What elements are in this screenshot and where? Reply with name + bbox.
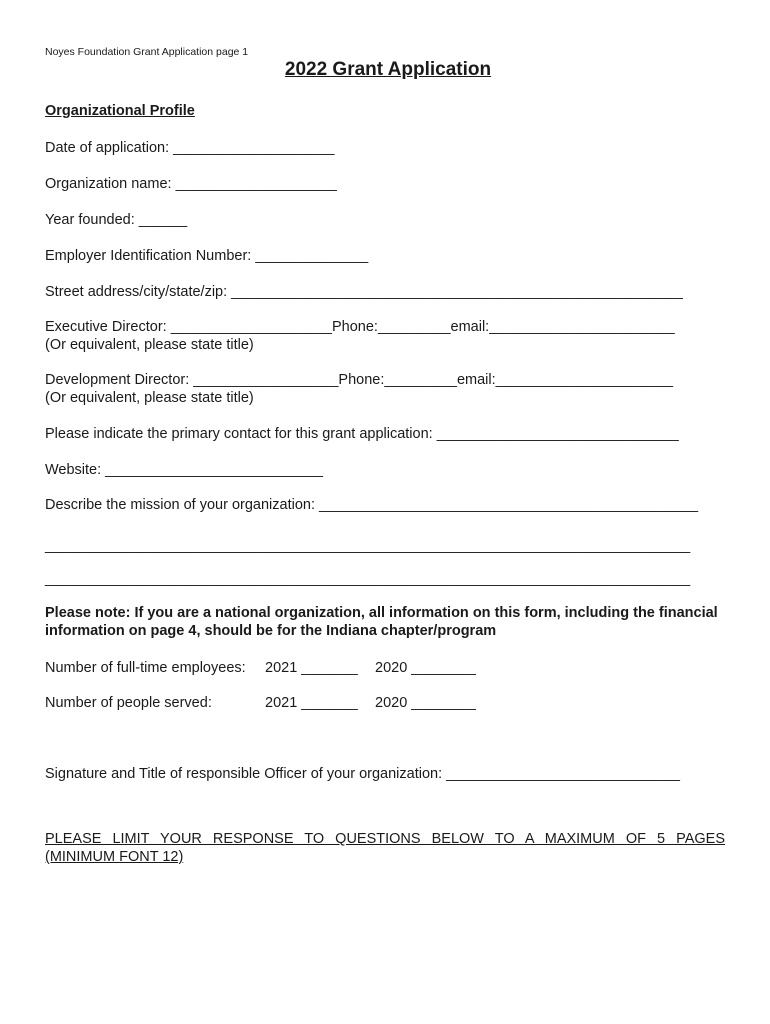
employees-label: Number of full-time employees: bbox=[45, 660, 246, 676]
employees-2021-field[interactable]: 2021 _______ bbox=[265, 660, 358, 676]
signature-field[interactable]: Signature and Title of responsible Officer of your organization: _____________________________ bbox=[45, 766, 680, 782]
font-minimum-notice: (MINIMUM FONT 12) bbox=[45, 849, 184, 865]
website-field[interactable]: Website: ___________________________ bbox=[45, 462, 323, 478]
people-served-label: Number of people served: bbox=[45, 695, 212, 711]
organization-name-field[interactable]: Organization name: ____________________ bbox=[45, 176, 337, 192]
section-heading: Organizational Profile bbox=[45, 103, 195, 119]
mission-line-2[interactable]: ________________________________________________________________________________ bbox=[45, 538, 691, 554]
executive-director-field[interactable]: Executive Director: ____________________Phone:_________email:_______________________ bbox=[45, 319, 675, 335]
development-director-note: (Or equivalent, please state title) bbox=[45, 390, 254, 406]
people-served-2020-field[interactable]: 2020 ________ bbox=[375, 695, 476, 711]
mission-line-3[interactable]: ________________________________________________________________________________ bbox=[45, 571, 691, 587]
form-title: 2022 Grant Application bbox=[284, 59, 492, 80]
people-served-2021-field[interactable]: 2021 _______ bbox=[265, 695, 358, 711]
street-address-field[interactable]: Street address/city/state/zip: ________________________________________________________ bbox=[45, 284, 683, 300]
page-limit-notice: PLEASE LIMIT YOUR RESPONSE TO QUESTIONS BELOW TO A MAXIMUM OF 5 PAGES bbox=[45, 831, 725, 847]
executive-director-note: (Or equivalent, please state title) bbox=[45, 337, 254, 353]
primary-contact-field[interactable]: Please indicate the primary contact for this grant application: ______________________________ bbox=[45, 426, 679, 442]
development-director-field[interactable]: Development Director: __________________Phone:_________email:______________________ bbox=[45, 372, 674, 388]
ein-field[interactable]: Employer Identification Number: ______________ bbox=[45, 248, 369, 264]
page-header: Noyes Foundation Grant Application page 1 bbox=[45, 46, 249, 58]
employees-2020-field[interactable]: 2020 ________ bbox=[375, 660, 476, 676]
date-of-application-field[interactable]: Date of application: ____________________ bbox=[45, 140, 335, 156]
year-founded-field[interactable]: Year founded: ______ bbox=[45, 212, 188, 228]
mission-field[interactable]: Describe the mission of your organization: _______________________________________________ bbox=[45, 497, 699, 513]
national-org-note: Please note: If you are a national organization, all information on this form, including the financial information on page 4, should be for the Indiana chapter/program bbox=[45, 605, 718, 639]
